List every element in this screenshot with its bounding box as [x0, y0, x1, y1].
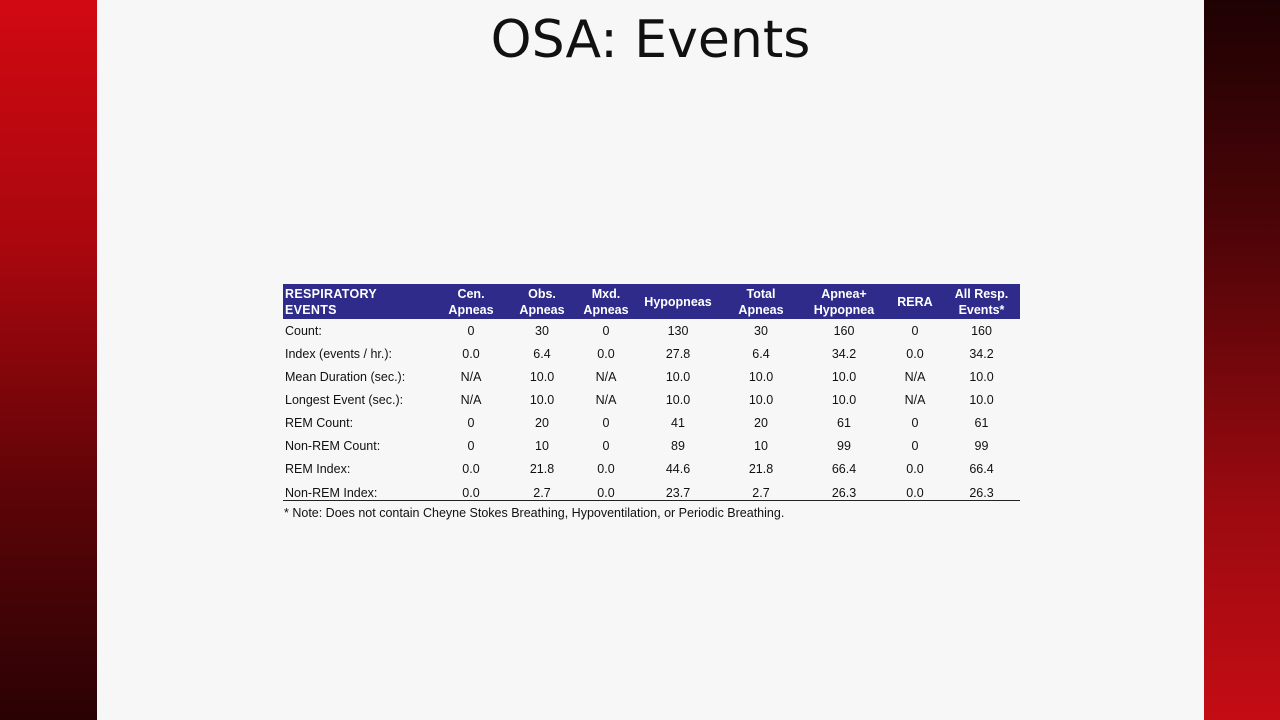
- column-header-line: Hypopnea: [813, 302, 875, 317]
- slide: [97, 0, 1204, 720]
- table-cell: 0: [602, 415, 610, 430]
- table-cell: 10.0: [969, 392, 994, 407]
- table-cell: 27.8: [665, 346, 691, 361]
- row-label: REM Count:: [285, 415, 354, 430]
- table-cell: 2.7: [507, 480, 577, 501]
- table-cell: 6.4: [752, 346, 770, 361]
- table-cell: 10.0: [529, 369, 555, 384]
- column-header-line: Mxd.: [591, 286, 621, 301]
- table-cell: 0.0: [462, 461, 480, 476]
- column-header-line: EVENTS: [285, 302, 337, 317]
- table-header-row: [283, 284, 1020, 319]
- column-header-line: Apneas: [738, 302, 784, 317]
- table-cell: 99: [837, 438, 851, 453]
- table-cell: 130: [667, 323, 689, 338]
- table-cell: 26.3: [801, 480, 887, 501]
- table-cell: 30: [535, 323, 549, 338]
- table-row: [283, 388, 1020, 411]
- column-header-line: Apneas: [448, 302, 494, 317]
- table-cell: 0.0: [435, 480, 507, 501]
- column-header-line: Apnea+: [821, 286, 867, 301]
- table-cell: N/A: [460, 392, 482, 407]
- row-label: REM Index:: [285, 461, 351, 476]
- table-cell: 0.0: [462, 346, 480, 361]
- table-cell: 66.4: [831, 461, 857, 476]
- column-header: [721, 284, 801, 319]
- table-cell: 26.3: [943, 480, 1020, 501]
- table-cell: N/A: [904, 392, 926, 407]
- column-header: [801, 284, 887, 319]
- column-header-line: Hypopneas: [644, 294, 712, 309]
- table-cell: 61: [837, 415, 851, 430]
- table-cell: 34.2: [969, 346, 994, 361]
- table-cell: 0.0: [597, 461, 615, 476]
- table-cell: 99: [974, 438, 989, 453]
- table-cell: 21.8: [529, 461, 555, 476]
- table-cell: 44.6: [665, 461, 691, 476]
- table-row: [283, 480, 1020, 501]
- table-cell: N/A: [595, 392, 617, 407]
- table-cell: 10.0: [831, 369, 857, 384]
- column-header: [943, 284, 1020, 319]
- table-cell: 10: [754, 438, 768, 453]
- respiratory-events-table: [283, 284, 1020, 501]
- table-cell: 10.0: [748, 369, 774, 384]
- table-cell: 10.0: [969, 369, 994, 384]
- table-footnote: * Note: Does not contain Cheyne Stokes Breathing, Hypoventilation, or Periodic Breathing.: [284, 506, 785, 520]
- column-header: [283, 284, 435, 319]
- table-cell: 34.2: [831, 346, 857, 361]
- table-cell: 10.0: [665, 369, 691, 384]
- right-gradient-border: [1204, 0, 1280, 720]
- table-cell: 20: [535, 415, 549, 430]
- column-header-line: RERA: [897, 294, 933, 309]
- table-cell: N/A: [595, 369, 617, 384]
- table-cell: 20: [754, 415, 768, 430]
- table-row: [283, 457, 1020, 480]
- table-row: [283, 319, 1020, 342]
- table-cell: 0.0: [887, 480, 943, 501]
- table-cell: N/A: [904, 369, 926, 384]
- table-row: [283, 342, 1020, 365]
- table-cell: 0: [467, 438, 475, 453]
- table-cell: 10.0: [665, 392, 691, 407]
- table-cell: 2.7: [721, 480, 801, 501]
- column-header: [507, 284, 577, 319]
- table-cell: 10.0: [831, 392, 857, 407]
- column-header-line: Events*: [958, 302, 1005, 317]
- row-label: Non-REM Count:: [285, 438, 381, 453]
- table-cell: 0: [467, 323, 475, 338]
- table-cell: 66.4: [969, 461, 994, 476]
- column-header-line: All Resp.: [954, 286, 1009, 301]
- table-cell: 6.4: [533, 346, 551, 361]
- table-cell: 0: [911, 438, 919, 453]
- column-header-line: RESPIRATORY: [285, 286, 377, 301]
- table-cell: 10.0: [529, 392, 555, 407]
- column-header-line: Obs.: [528, 286, 556, 301]
- column-header: [887, 284, 943, 319]
- table-cell: 10: [535, 438, 549, 453]
- column-header-line: Cen.: [457, 286, 485, 301]
- column-header: [435, 284, 507, 319]
- table-row: [283, 434, 1020, 457]
- table-cell: N/A: [460, 369, 482, 384]
- table-cell: 160: [833, 323, 855, 338]
- column-header-line: Total: [746, 286, 776, 301]
- table-body: [283, 319, 1020, 501]
- table-cell: 0.0: [597, 346, 615, 361]
- table-cell: 0: [467, 415, 475, 430]
- table-cell: 160: [971, 323, 992, 338]
- table-cell: 30: [754, 323, 768, 338]
- table-cell: 23.7: [635, 480, 721, 501]
- column-header: [635, 284, 721, 319]
- table-cell: 41: [671, 415, 685, 430]
- row-label: Count:: [285, 323, 322, 338]
- table-cell: 0: [602, 323, 610, 338]
- table-cell: 21.8: [748, 461, 774, 476]
- table-cell: 0.0: [906, 346, 924, 361]
- column-header-line: Apneas: [583, 302, 629, 317]
- table-cell: 0.0: [577, 480, 635, 501]
- column-header: [577, 284, 635, 319]
- slide-title: OSA: Events: [490, 10, 811, 70]
- row-label: Index (events / hr.):: [285, 346, 392, 361]
- table-cell: 89: [671, 438, 685, 453]
- table-row: [283, 411, 1020, 434]
- table-cell: 0: [911, 415, 919, 430]
- table-cell: 10.0: [748, 392, 774, 407]
- column-header-line: Apneas: [519, 302, 565, 317]
- row-label: Non-REM Index:: [283, 480, 435, 501]
- table-cell: 0: [911, 323, 919, 338]
- table-cell: 61: [974, 415, 989, 430]
- row-label: Mean Duration (sec.):: [285, 369, 406, 384]
- row-label: Longest Event (sec.):: [285, 392, 404, 407]
- respiratory-events-table-container: [283, 284, 1020, 520]
- table-row: [283, 365, 1020, 388]
- table-cell: 0.0: [906, 461, 924, 476]
- left-gradient-border: [0, 0, 97, 720]
- table-cell: 0: [602, 438, 610, 453]
